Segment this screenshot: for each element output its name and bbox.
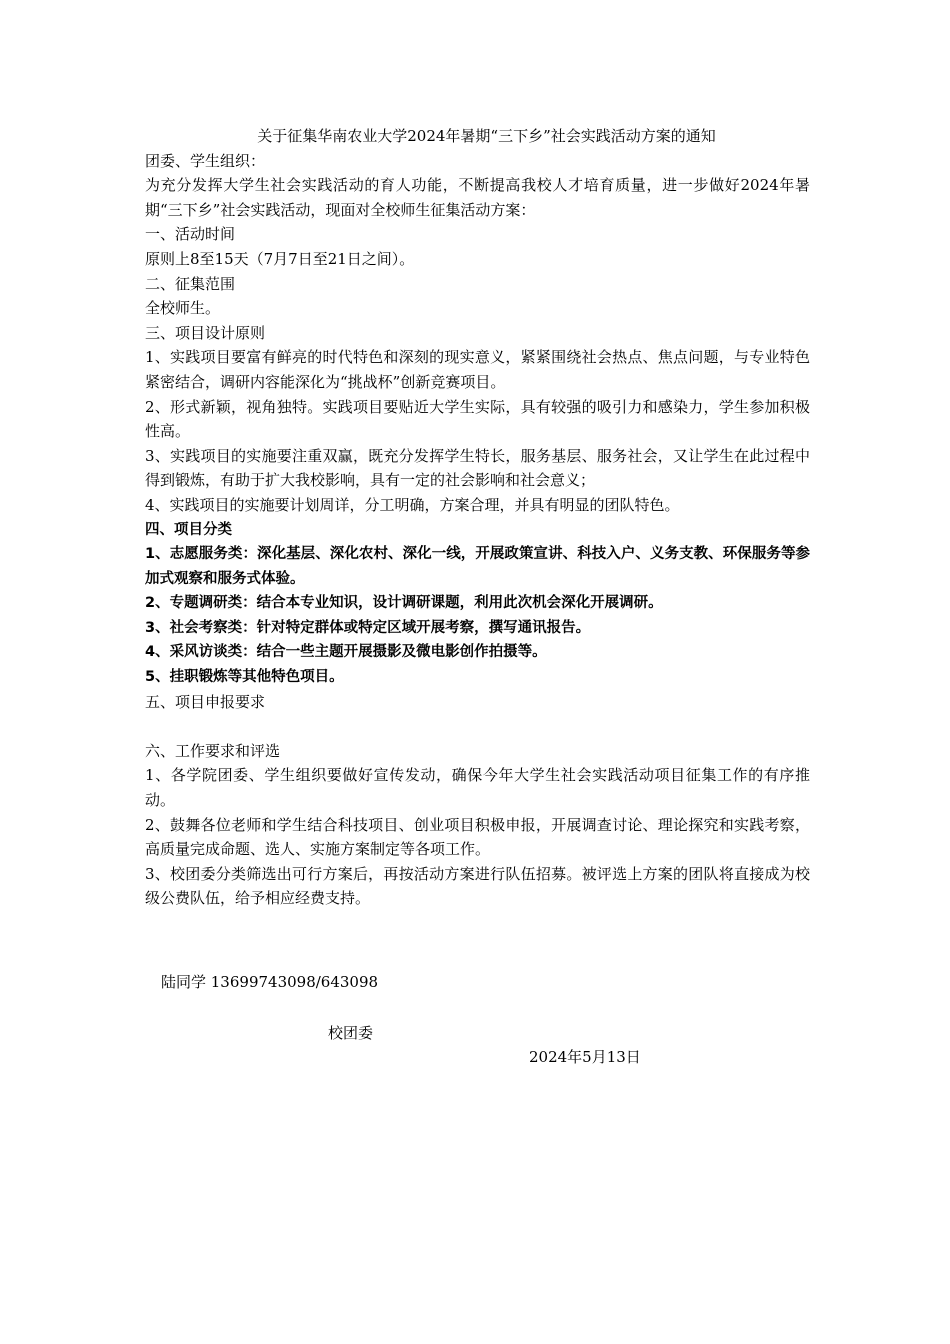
principle-item: 3、实践项目的实施要注重双赢，既充分发挥学生特长，服务基层、服务社会，又让学生在此过程中得到锻炼，有助于扩大我校影响，具有一定的社会影响和社会意义；	[145, 446, 810, 490]
category-item: 4、采风访谈类：结合一些主题开展摄影及微电影创作拍摄等。	[145, 644, 547, 661]
blank-line	[145, 714, 810, 739]
category-item: 2、专题调研类：结合本专业知识，设计调研课题，利用此次机会深化开展调研。	[145, 595, 663, 612]
section-body-time: 原则上8至15天（7月7日至21日之间）。	[145, 249, 415, 268]
document-title: 关于征集华南农业大学2024年暑期“三下乡”社会实践活动方案的通知	[257, 127, 716, 145]
requirement-item: 1、各学院团委、学生组织要做好宣传发动，确保今年大学生社会实践活动项目征集工作的有序推动。	[145, 766, 810, 810]
section-heading-scope: 二、征集范围	[145, 274, 236, 293]
principle-item: 4、实践项目的实施要计划周详，分工明确，方案合理，并具有明显的团队特色。	[145, 495, 680, 514]
contact-info: 陆同学 13699743098/643098	[161, 973, 379, 991]
category-item: 3、社会考察类：针对特定群体或特定区域开展考察，撰写通讯报告。	[145, 619, 591, 636]
intro-paragraph: 为充分发挥大学生社会实践活动的育人功能，不断提高我校人才培育质量，进一步做好2024年暑期“三下乡”社会实践活动，现面对全校师生征集活动方案：	[145, 176, 810, 219]
section-heading-time: 一、活动时间	[145, 225, 236, 244]
section-heading-application: 五、项目申报要求	[145, 692, 266, 711]
issue-date: 2024年5月13日	[529, 1048, 641, 1066]
category-item: 1、志愿服务类：深化基层、深化农村、深化一线，开展政策宣讲、科技入户、义务支教、环保服务等参加式观察和服务式体验。	[145, 546, 810, 587]
section-body-scope: 全校师生。	[145, 299, 221, 318]
document-body	[145, 124, 810, 911]
principle-item: 2、形式新颖，视角独特。实践项目要贴近大学生实际，具有较强的吸引力和感染力，学生参加积极性高。	[145, 397, 810, 441]
requirement-item: 2、鼓舞各位老师和学生结合科技项目、创业项目积极申报，开展调查讨论、理论探究和实践考察，高质量完成命题、选人、实施方案制定等各项工作。	[145, 815, 810, 859]
principle-item: 1、实践项目要富有鲜亮的时代特色和深刻的现实意义，紧紧围绕社会热点、焦点问题，与专业特色紧密结合，调研内容能深化为“挑战杯”创新竞赛项目。	[145, 348, 810, 391]
category-item: 5、挂职锻炼等其他特色项目。	[145, 669, 344, 686]
requirement-item: 3、校团委分类筛选出可行方案后，再按活动方案进行队伍招募。被评选上方案的团队将直接成为校级公费队伍，给予相应经费支持。	[145, 864, 810, 908]
signer: 校团委	[328, 1024, 374, 1042]
section-heading-categories: 四、项目分类	[145, 521, 232, 538]
section-heading-requirements: 六、工作要求和评选	[145, 741, 281, 760]
salutation: 团委、学生组织：	[145, 151, 266, 170]
section-heading-principles: 三、项目设计原则	[145, 323, 266, 342]
